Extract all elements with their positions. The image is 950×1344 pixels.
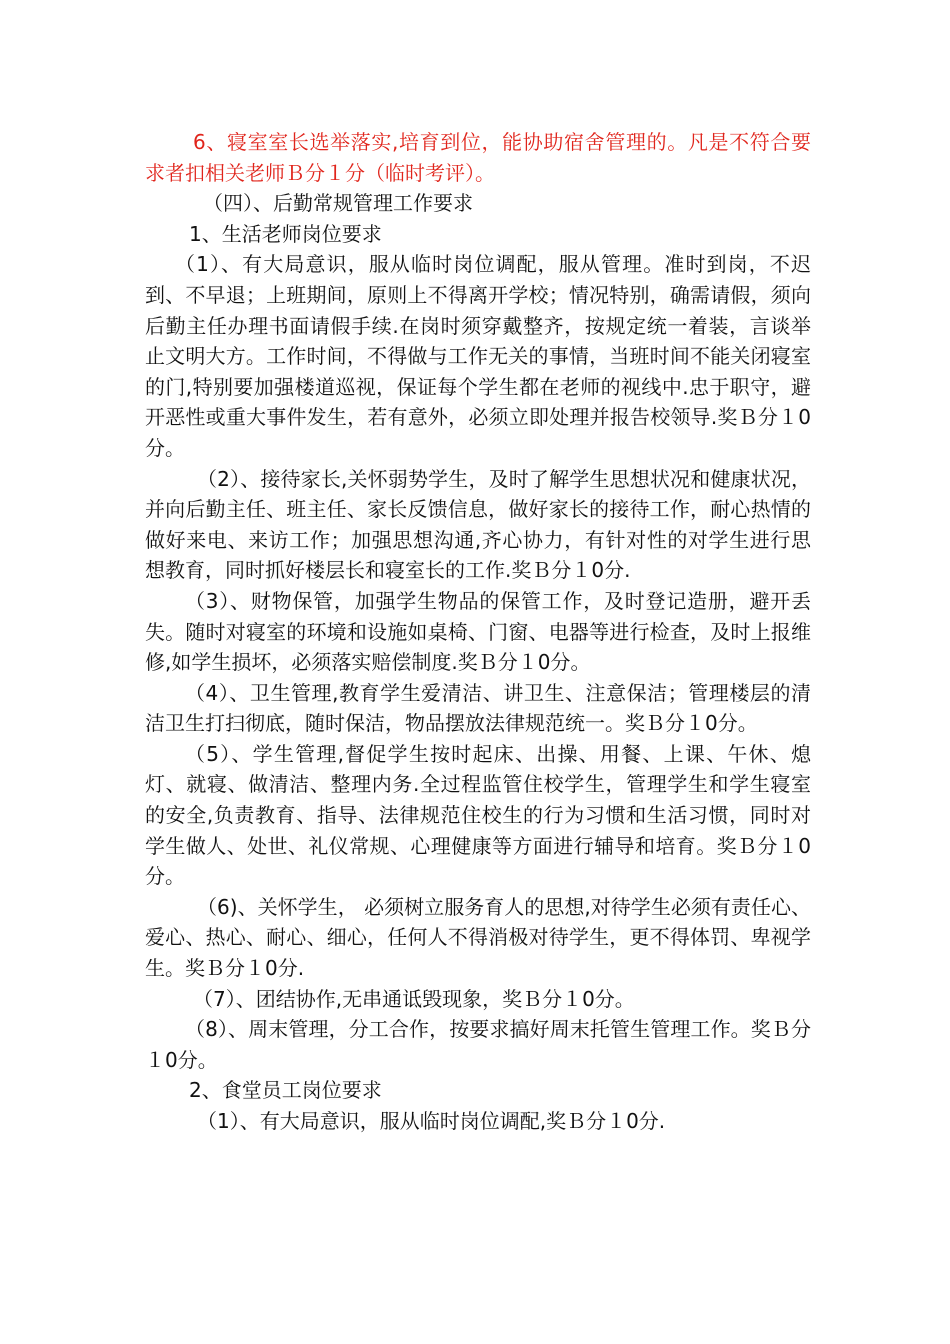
subheading-life-teacher: 1、生活老师岗位要求 [189,221,382,246]
section-heading-logistics: （四）、后勤常规管理工作要求 [203,191,473,216]
paragraph-item-2: （2）、接待家长,关怀弱势学生，及时了解学生思想状况和健康状况，并向后勤主任、班主任、家长反馈信息，做好家长的接待工作，耐心热情的做好来电、来访工作；加强思想沟通,齐心协力，有针对性的对学生进行思想教育，同时抓好楼层长和寝室长的工作.奖Ｂ分１0分. [145,466,811,583]
paragraph-dorm-leader-election: 6、寝室室长选举落实,培育到位，能协助宿舍管理的。凡是不符合要求者扣相关老师Ｂ分１分（临时考评）。 [145,130,811,185]
document-body [145,127,811,1137]
paragraph-item-1: （1）、有大局意识，服从临时岗位调配，服从管理。准时到岗，不迟到、不早退；上班期间，原则上不得离开学校；情况特别，确需请假，须向后勤主任办理书面请假手续.在岗时须穿戴整齐，按规定统一着装，言谈举止文明大方。工作时间，不得做与工作无关的事情，当班时间不能关闭寝室的门,特别要加强楼道巡视，保证每个学生都在老师的视线中.忠于职守，避开恶性或重大事件发生，若有意外，必须立即处理并报告校领导.奖Ｂ分１0分。 [145,252,811,460]
subheading-canteen-staff: 2、食堂员工岗位要求 [189,1078,382,1103]
paragraph-item-8: （8）、周末管理，分工合作，按要求搞好周末托管生管理工作。奖Ｂ分１0分。 [145,1017,811,1072]
paragraph-item-4: （4）、卫生管理,教育学生爱清洁、讲卫生、注意保洁；管理楼层的清洁卫生打扫彻底，随时保洁，物品摆放法律规范统一。奖Ｂ分１0分。 [145,680,811,736]
paragraph-canteen-item-1: （1）、有大局意识，服从临时岗位调配,奖Ｂ分１0分. [197,1109,666,1133]
paragraph-item-3: （3）、财物保管，加强学生物品的保管工作，及时登记造册，避开丢失。随时对寝室的环境和设施如桌椅、门窗、电器等进行检查，及时上报维修,如学生损坏，必须落实赔偿制度.奖Ｂ分１0分。 [145,588,811,675]
paragraph-item-6: （6)、关怀学生， 必须树立服务育人的思想,对待学生必须有责任心、爱心、热心、耐心、细心，任何人不得消极对待学生，更不得体罚、卑视学生。奖Ｂ分１0分. [145,894,811,981]
paragraph-item-7: （7）、团结协作,无串通诋毁现象，奖Ｂ分１0分。 [193,986,635,1011]
paragraph-item-5: （5）、学生管理,督促学生按时起床、出操、用餐、上课、午休、熄灯、就寝、做清洁、整理内务.全过程监管住校学生，管理学生和学生寝室的安全,负责教育、指导、法律规范住校生的行为习惯和生活习惯，同时对学生做人、处世、礼仪常规、心理健康等方面进行辅导和培育。奖Ｂ分１0分。 [145,741,811,889]
